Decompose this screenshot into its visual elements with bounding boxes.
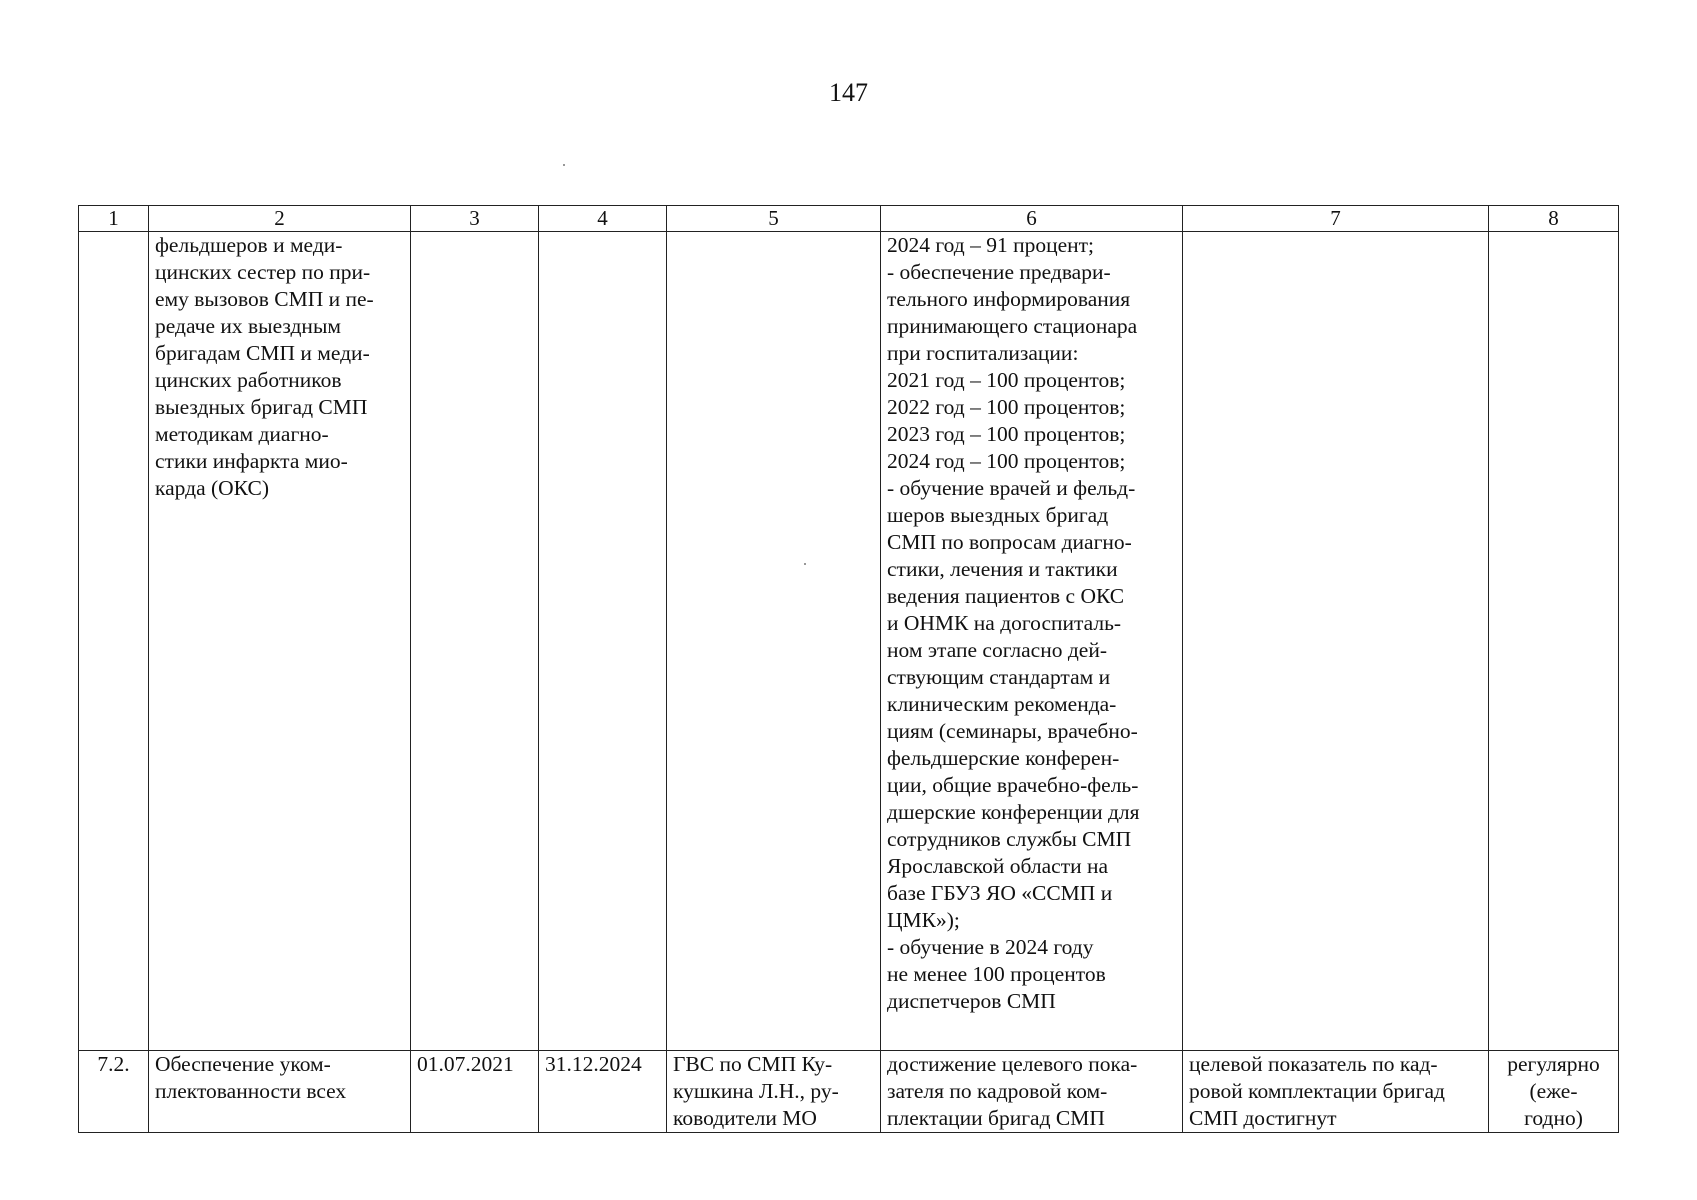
start-date-cell: 01.07.2021 (411, 1051, 539, 1133)
text-line: дшерские конференции для (887, 800, 1140, 824)
text-line: фельдшерские конферен- (887, 746, 1120, 770)
text-line: Обеспечение уком- (155, 1052, 331, 1076)
text-line: ровой комплектации бригад (1189, 1079, 1445, 1103)
header-col-4: 4 (539, 206, 667, 232)
text-line: (еже- (1529, 1079, 1578, 1103)
text-line: кушкина Л.Н., ру- (673, 1079, 839, 1103)
text-line: ном этапе согласно дей- (887, 638, 1108, 662)
text-line: - обучение в 2024 году (887, 935, 1094, 959)
header-col-6: 6 (881, 206, 1183, 232)
text-line: зателя по кадровой ком- (887, 1079, 1108, 1103)
text-line: 2024 год – 100 процентов; (887, 449, 1126, 473)
header-col-7: 7 (1183, 206, 1489, 232)
table-row (79, 1051, 1619, 1133)
text-line: диспетчеров СМП (887, 989, 1056, 1013)
text-line: 2023 год – 100 процентов; (887, 422, 1126, 446)
header-col-2: 2 (149, 206, 411, 232)
header-col-8: 8 (1489, 206, 1619, 232)
text-line: ции, общие врачебно-фель- (887, 773, 1139, 797)
text-line: плектованности всех (155, 1079, 347, 1103)
cont-number-cell (79, 232, 149, 1051)
header-col-5: 5 (667, 206, 881, 232)
text-line: и ОНМК на догоспиталь- (887, 611, 1122, 635)
text-line: СМП по вопросам диагно- (887, 530, 1132, 554)
cont-result-cell (1183, 232, 1489, 1051)
indicator-cell (881, 1051, 1183, 1133)
text-line: цинских сестер по при- (155, 260, 371, 284)
text-line: 2021 год – 100 процентов; (887, 368, 1126, 392)
text-line: цинских работников (155, 368, 342, 392)
text-line: годно) (1524, 1106, 1583, 1130)
cont-end-cell (539, 232, 667, 1051)
text-line: 2024 год – 91 процент; (887, 233, 1095, 257)
cont-responsible-cell (667, 232, 881, 1051)
text-line: целевой показатель по кад- (1189, 1052, 1438, 1076)
text-line: сотрудников службы СМП (887, 827, 1132, 851)
row-number-cell: 7.2. (79, 1051, 149, 1133)
text-line: тельного информирования (887, 287, 1131, 311)
text-line: 2022 год – 100 процентов; (887, 395, 1126, 419)
text-line: шеров выездных бригад (887, 503, 1109, 527)
header-col-1: 1 (79, 206, 149, 232)
text-line: ведения пациентов с ОКС (887, 584, 1125, 608)
page-number: 147 (829, 78, 868, 107)
text-line: клиническим рекоменда- (887, 692, 1117, 716)
responsible-cell (667, 1051, 881, 1133)
text-line: стики, лечения и тактики (887, 557, 1118, 581)
text-line: выездных бригад СМП (155, 395, 368, 419)
text-line: ководители МО (673, 1106, 817, 1130)
cont-indicator-cell (881, 232, 1183, 1051)
text-line: при госпитализации: (887, 341, 1079, 365)
cont-start-cell (411, 232, 539, 1051)
end-date-cell: 31.12.2024 (539, 1051, 667, 1133)
text-line: Ярославской области на (887, 854, 1109, 878)
plan-table (78, 205, 1619, 1133)
text-line: достижение целевого пока- (887, 1052, 1138, 1076)
text-line: ГВС по СМП Ку- (673, 1052, 833, 1076)
text-line: - обучение врачей и фельд- (887, 476, 1136, 500)
text-line: базе ГБУЗ ЯО «ССМП и (887, 881, 1113, 905)
result-cell (1183, 1051, 1489, 1133)
text-line: карда (ОКС) (155, 476, 269, 500)
text-line: ему вызовов СМП и пе- (155, 287, 374, 311)
text-line: ствующим стандартам и (887, 665, 1111, 689)
text-line: не менее 100 процентов (887, 962, 1106, 986)
text-line: ЦМК»); (887, 908, 960, 932)
text-line: принимающего стационара (887, 314, 1138, 338)
cont-frequency-cell (1489, 232, 1619, 1051)
text-line: - обеспечение предвари- (887, 260, 1111, 284)
text-line: плектации бригад СМП (887, 1106, 1105, 1130)
text-line: стики инфаркта мио- (155, 449, 348, 473)
event-cell (149, 1051, 411, 1133)
text-line: циям (семинары, врачебно- (887, 719, 1138, 743)
scan-speck (563, 164, 565, 166)
cont-event-cell (149, 232, 411, 1051)
header-row (79, 206, 1619, 232)
text-line: фельдшеров и меди- (155, 233, 343, 257)
header-col-3: 3 (411, 206, 539, 232)
text-line: СМП достигнут (1189, 1106, 1337, 1130)
frequency-cell (1489, 1051, 1619, 1133)
text-line: методикам диагно- (155, 422, 329, 446)
text-line: редаче их выездным (155, 314, 341, 338)
continuation-row (79, 232, 1619, 1051)
text-line: регулярно (1507, 1052, 1600, 1076)
text-line: бригадам СМП и меди- (155, 341, 370, 365)
